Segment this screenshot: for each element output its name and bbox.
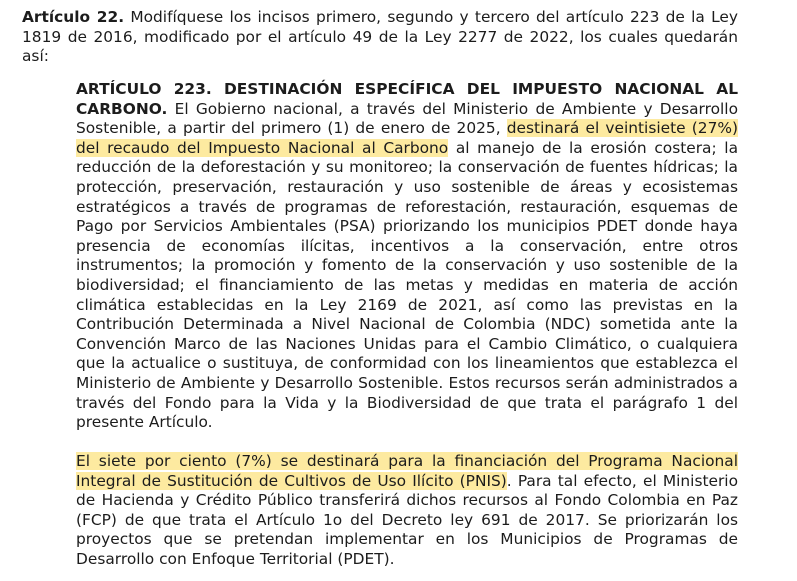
paragraph-2-text: . Para tal efecto, el Ministerio de Hacienda y Crédito Público transferirá dichos recursos al Fondo Colombia en Paz (FCP) de que trata el Artículo 1o del Decreto ley 691 de 2017. Se priorizarán los proyectos que se pretendan implementar en los Municipios de Programas de Desarrollo con Enfoque Territorial (PDET). [76, 471, 738, 568]
paragraph-1-highlight: destinará el veintisiete (27%) del recaudo del Impuesto Nacional al Carbono [76, 119, 738, 157]
article-223-heading: ARTÍCULO 223. DESTINACIÓN ESPECÍFICA DEL IMPUESTO NACIONAL AL CARBONO. [76, 80, 738, 118]
article-223-paragraph-1 [76, 80, 738, 433]
paragraph-1-text-start: El Gobierno nacional, a través del Ministerio de Ambiente y Desarrollo Sostenible, a partir del primero (1) de enero de 2025, [76, 99, 738, 138]
paragraph-1-text-end: al manejo de la erosión costera; la reducción de la deforestación y su monitoreo; la conservación de fuentes hídricas; la protección, preservación, restauración y uso sostenible de áreas y ecosistemas estratégicos a través de programas de reforestación, restauración, esquemas de Pago por Servicios Ambientales (PSA) priorizando los municipios PDET donde haya presencia de economías ilícitas, incentivos a la conservación, entre otros instrumentos; la promoción y fomento de la conservación y uso sostenible de la biodiversidad; el financiamiento de las metas y medidas en materia de acción climática establecidas en la Ley 2169 de 2021, así como las previstas en la Contribución Determinada a Nivel Nacional de Colombia (NDC) sometida ante la Convención Marco de las Naciones Unidas para el Cambio Climático, o cualquiera que la actualice o sustituya, de conformidad con los lineamientos que establezca el Ministerio de Ambiente y Desarrollo Sostenible. Estos recursos serán administrados a través del Fondo para la Vida y la Biodiversidad de que trata el parágrafo 1 del presente Artículo. [76, 138, 738, 432]
article-22-intro [22, 8, 738, 67]
article-223-paragraph-2 [76, 452, 738, 570]
article-22-heading: Artículo 22. [22, 8, 125, 26]
paragraph-2-highlight: El siete por ciento (7%) se destinará para la financiación del Programa Nacional Integral de Sustitución de Cultivos de Uso Ilícito (PNIS) [76, 452, 738, 490]
article-22-text: Modifíquese los incisos primero, segundo y tercero del artículo 223 de la Ley 1819 de 2016, modificado por el artículo 49 de la Ley 2277 de 2022, los cuales quedarán así: [22, 8, 738, 66]
